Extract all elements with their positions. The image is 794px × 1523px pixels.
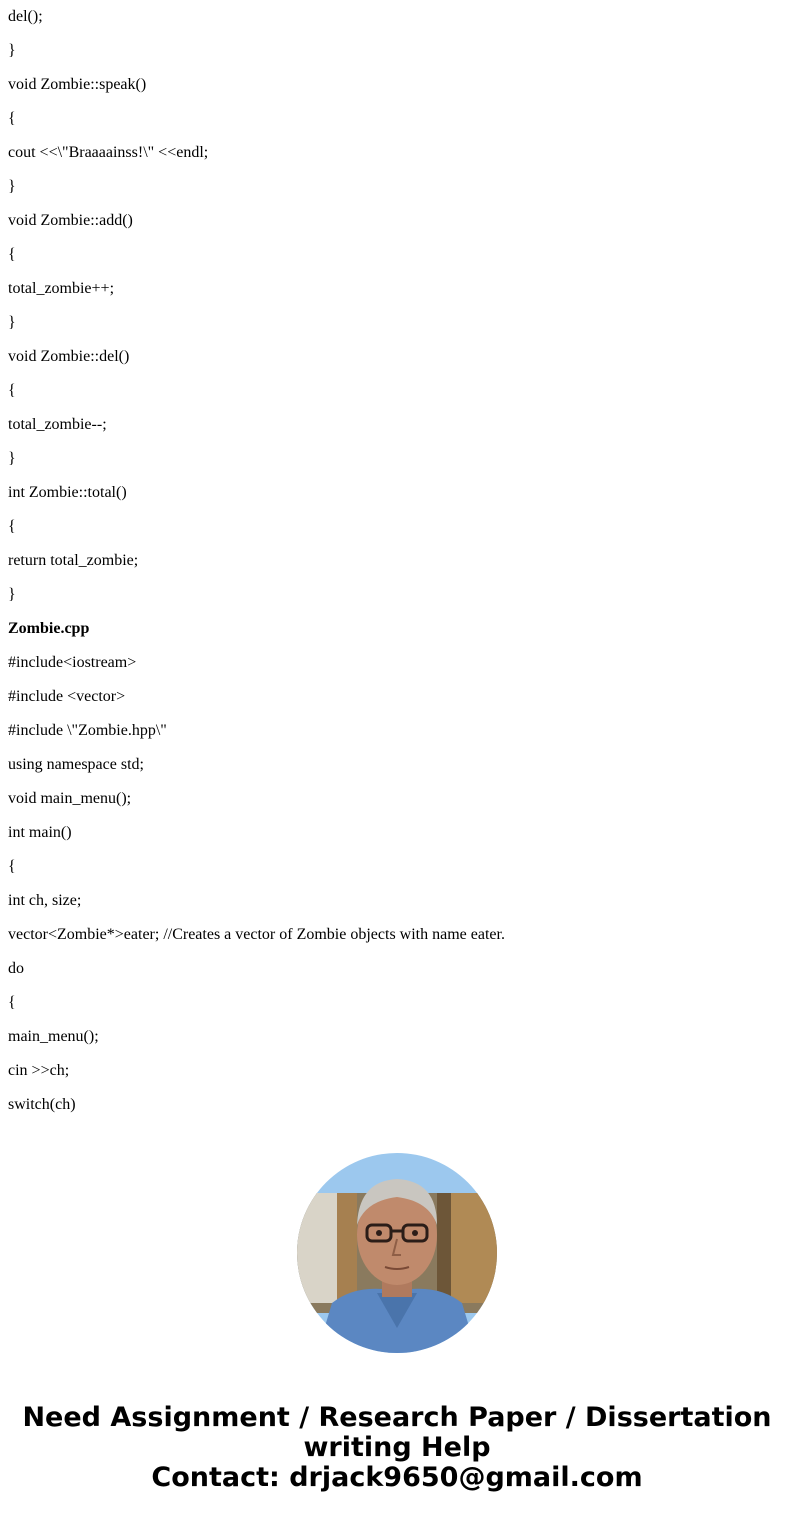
code-line: int main() <box>8 824 72 841</box>
code-line: do <box>8 960 24 977</box>
code-line: } <box>8 450 16 467</box>
code-line: { <box>8 518 16 535</box>
file-heading: Zombie.cpp <box>8 620 90 637</box>
code-line: void Zombie::add() <box>8 212 133 229</box>
code-line: } <box>8 586 16 603</box>
code-line: total_zombie--; <box>8 416 107 433</box>
banner-line-1: Need Assignment / Research Paper / Dissertation <box>22 1402 772 1433</box>
code-line: del(); <box>8 8 43 25</box>
code-line: using namespace std; <box>8 756 144 773</box>
code-line: { <box>8 994 16 1011</box>
code-line: cout <<\"Braaaainss!\" <<endl; <box>8 144 209 161</box>
code-line: main_menu(); <box>8 1028 99 1045</box>
code-line: void main_menu(); <box>8 790 132 807</box>
code-line: } <box>8 42 16 59</box>
code-line: { <box>8 382 16 399</box>
code-line: } <box>8 314 16 331</box>
code-line: vector<Zombie*>eater; //Creates a vector of Zombie objects with name eater. <box>8 926 505 943</box>
code-line: return total_zombie; <box>8 552 139 569</box>
banner-contact-line: Contact: drjack9650@gmail.com <box>151 1462 643 1493</box>
code-line: } <box>8 178 16 195</box>
code-line: total_zombie++; <box>8 280 115 297</box>
contact-banner <box>0 1403 794 1493</box>
code-line: { <box>8 246 16 263</box>
author-avatar <box>297 1153 497 1353</box>
code-line: void Zombie::del() <box>8 348 130 365</box>
code-listing <box>8 0 788 1122</box>
code-line: { <box>8 110 16 127</box>
code-line: #include <vector> <box>8 688 126 705</box>
code-line: int ch, size; <box>8 892 82 909</box>
code-line: #include<iostream> <box>8 654 137 671</box>
code-line: #include \"Zombie.hpp\" <box>8 722 167 739</box>
code-line: void Zombie::speak() <box>8 76 147 93</box>
code-line: cin >>ch; <box>8 1062 70 1079</box>
code-line: int Zombie::total() <box>8 484 127 501</box>
code-line: switch(ch) <box>8 1096 76 1113</box>
code-line: { <box>8 858 16 875</box>
banner-line-2: writing Help <box>303 1432 491 1463</box>
